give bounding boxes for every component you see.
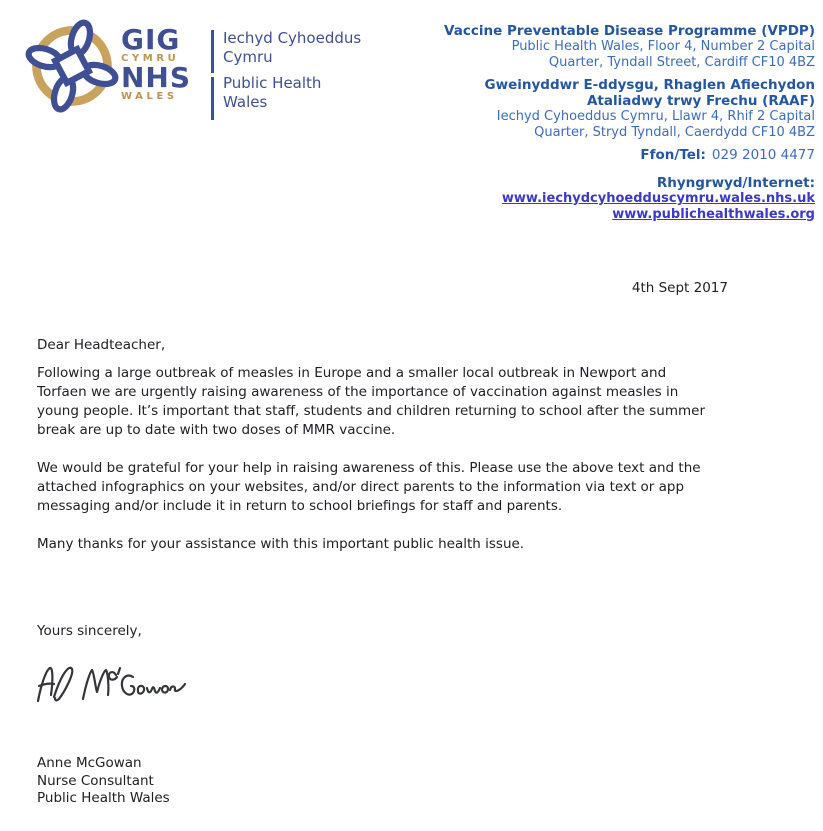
signer-org: Public Health Wales	[37, 790, 170, 806]
address-en-line2: Quarter, Tyndall Street, Cardiff CF10 4BZ	[548, 54, 815, 70]
org-name-welsh-line2: Cymru	[223, 48, 273, 66]
org-name-gap	[223, 67, 361, 74]
salutation: Dear Headteacher,	[37, 337, 166, 353]
address-en-line1: Public Health Wales, Floor 4, Number 2 Capital	[511, 39, 815, 54]
org-name-english-line1: Public Health	[223, 74, 322, 92]
address-cy-line1: Iechyd Cyhoeddus Cymru, Llawr 4, Rhif 2 Capital	[496, 109, 815, 124]
wordmark-nhs: NHS	[121, 61, 192, 94]
header-spacer	[355, 70, 815, 77]
paragraph-1: Following a large outbreak of measles in Europe and a smaller local outbreak in Newport and Torfaen we are urgently raising awareness of the importance of vaccination against measles in young people. It’s important that staff, students and children returning to school after the summer break are up to date with two doses of MMR vaccine.	[37, 365, 705, 438]
phone-number: 029 2010 4477	[711, 147, 815, 163]
address-cy-line2: Quarter, Stryd Tyndall, Caerdydd CF10 4BZ	[534, 124, 815, 140]
org-name-english-line2: Wales	[223, 93, 268, 111]
header-spacer	[355, 140, 815, 147]
letter-date: 4th Sept 2017	[631, 280, 728, 296]
header-spacer	[355, 163, 815, 175]
programme-title-en: Vaccine Preventable Disease Programme (VPDP)	[444, 23, 815, 39]
paragraph-3: Many thanks for your assistance with this important public health issue.	[37, 536, 525, 552]
wordmark-gig: GIG	[121, 23, 181, 56]
letter-body	[37, 336, 717, 808]
org-name-welsh-line1: Iechyd Cyhoeddus	[223, 29, 362, 47]
wordmark-wales: WALES	[121, 91, 178, 102]
contact-header	[355, 23, 815, 222]
internet-label: Rhyngrwyd/Internet:	[656, 175, 815, 191]
nhs-wales-wordmark	[121, 23, 209, 103]
handwritten-signature-image	[33, 659, 193, 713]
logo-divider	[211, 30, 214, 73]
programme-title-cy-line1: Gweinyddwr E-ddysgu, Rhaglen Afiechydon	[484, 77, 815, 93]
link-iechydcyhoedduscymru[interactable]: www.iechydcyhoedduscymru.wales.nhs.uk	[501, 191, 815, 206]
signer-name: Anne McGowan	[37, 755, 142, 771]
org-name-bilingual	[223, 29, 361, 112]
paragraph-2: We would be grateful for your help in raising awareness of this. Please use the above text and the attached infographics on your websites, and/or direct parents to the information via text or app messaging and/or include it in return to school briefings for staff and parents.	[37, 460, 701, 514]
phone-line	[355, 147, 815, 163]
signer-block	[37, 755, 717, 808]
signer-title: Nurse Consultant	[37, 772, 154, 789]
wordmark-cymru: CYMRU	[121, 53, 180, 64]
link-publichealthwales[interactable]: www.publichealthwales.org	[612, 206, 815, 222]
closing: Yours sincerely,	[37, 623, 142, 639]
logo-divider	[211, 77, 214, 120]
programme-title-cy-line2: Ataliadwy trwy Frechu (RAAF)	[586, 93, 815, 109]
nhs-wales-knot-logo-icon	[24, 16, 120, 116]
phone-label: Ffon/Tel:	[640, 147, 706, 163]
